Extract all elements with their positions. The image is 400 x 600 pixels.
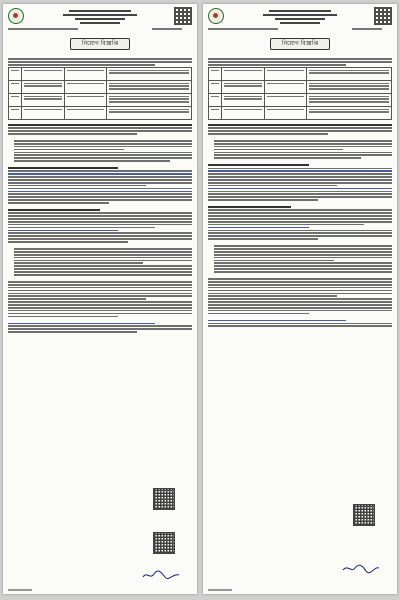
signature <box>141 566 181 578</box>
table-row <box>209 106 392 119</box>
intro-paragraph <box>3 54 197 66</box>
table-row <box>9 67 192 80</box>
notice-title: নিয়োগ বিজ্ঞপ্তি <box>270 38 330 50</box>
qr-code-icon <box>153 488 175 510</box>
notice-body <box>203 120 397 327</box>
government-emblem-icon <box>8 8 24 24</box>
table-row <box>209 80 392 93</box>
signature <box>341 560 381 572</box>
page-footer <box>8 589 32 591</box>
notice-page-2 <box>203 4 397 594</box>
logo-icon <box>174 7 192 25</box>
table-row <box>9 93 192 106</box>
table-row <box>9 80 192 93</box>
logo-icon <box>374 7 392 25</box>
office-heading <box>60 8 140 26</box>
table-row <box>209 93 392 106</box>
memo-number-line <box>8 28 192 34</box>
page-header <box>3 4 197 36</box>
post-table <box>8 67 192 120</box>
intro-paragraph <box>203 54 397 66</box>
qr-code-icon <box>353 504 375 526</box>
page-header <box>203 4 397 36</box>
table-row <box>209 67 392 80</box>
government-emblem-icon <box>208 8 224 24</box>
qr-code-icon <box>153 532 175 554</box>
notice-title: নিয়োগ বিজ্ঞপ্তি <box>70 38 130 50</box>
post-table <box>208 67 392 120</box>
office-heading <box>260 8 340 26</box>
table-row <box>9 106 192 119</box>
page-footer <box>208 589 232 591</box>
notice-page-1 <box>3 4 197 594</box>
memo-number-line <box>208 28 392 34</box>
notice-body <box>3 120 197 333</box>
